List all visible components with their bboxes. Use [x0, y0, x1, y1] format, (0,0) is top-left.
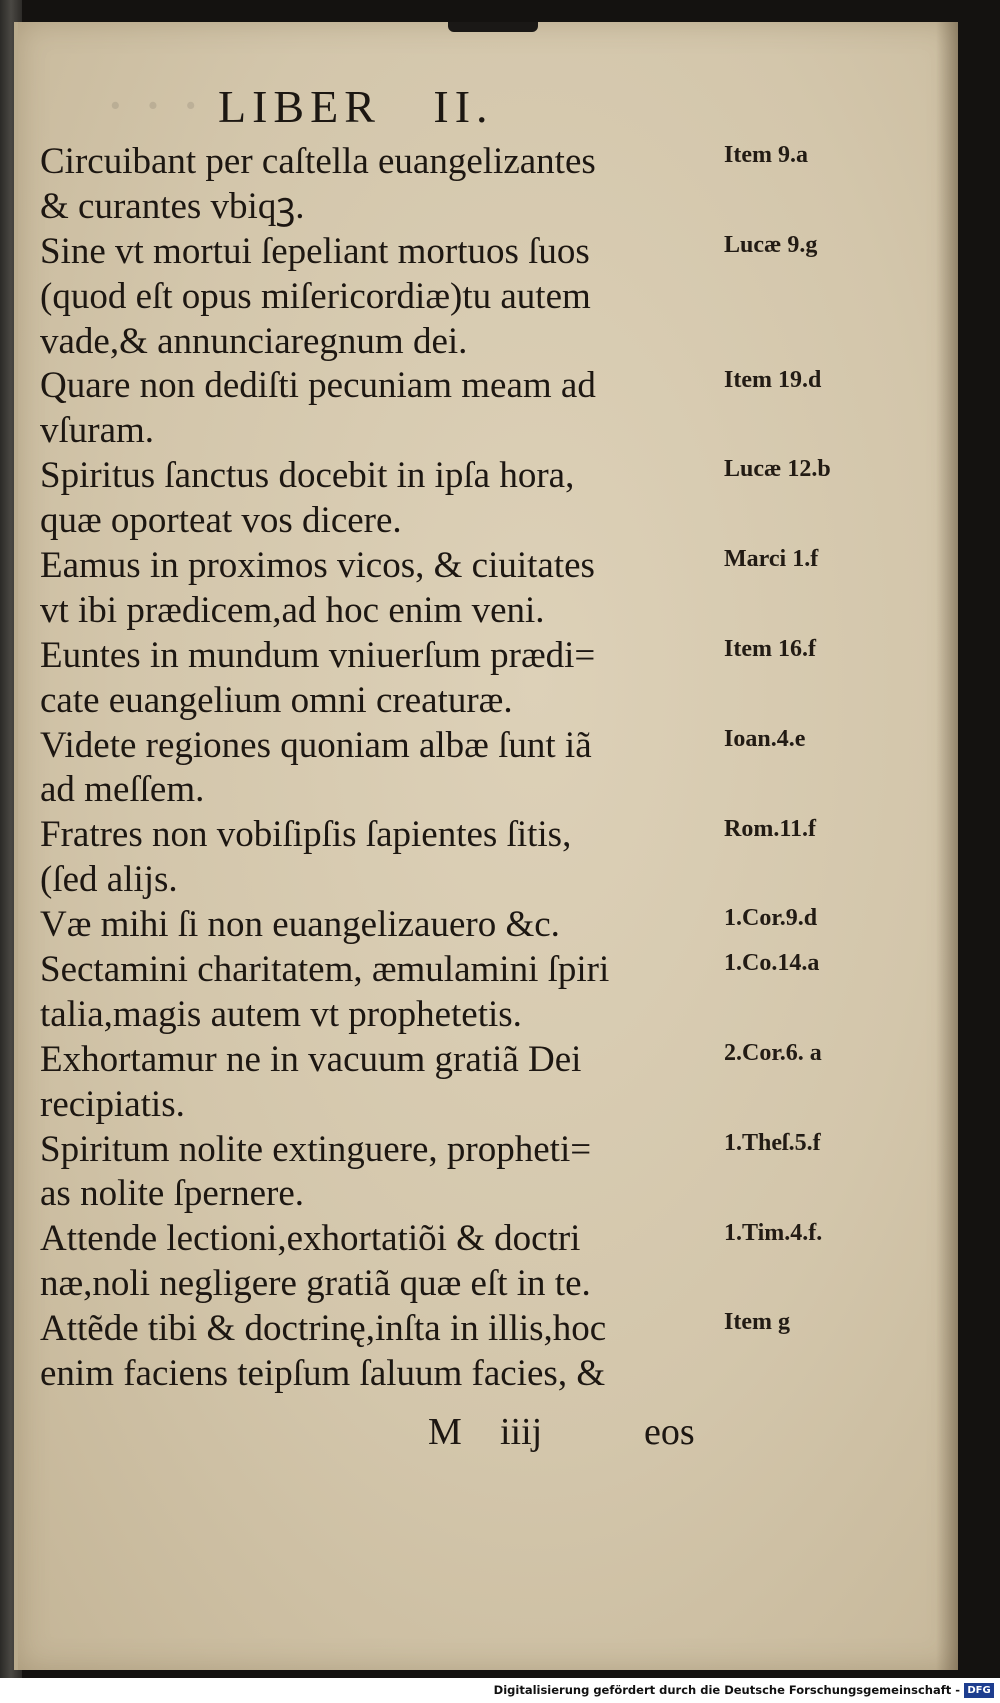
page-edge-shadow [936, 22, 958, 1670]
text-line: vt ibi prædicem,ad hoc enim veni. [40, 589, 545, 631]
text-line: (quod eſt opus miſericordiæ)tu autem [40, 275, 591, 317]
text-line: Spiritus ſanctus docebit in ipſa hora, [40, 455, 575, 497]
marginal-note: 1.Co.14.a [724, 950, 820, 977]
digitization-credit: Digitalisierung gefördert durch die Deutsche Forschungsgemeinschaft - [493, 1683, 960, 1697]
text-line: Quare non dediſti pecuniam meam ad [40, 365, 596, 407]
text-line: vſuram. [40, 410, 155, 452]
text-line: Fratres non vobiſipſis ſapientes ſitis, [40, 814, 572, 856]
text-line: Sectamini charitatem, æmulamini ſpiri [40, 949, 610, 991]
text-line: Sine vt mortui ſepeliant mortuos ſuos [40, 230, 590, 272]
signature-mark: M [428, 1411, 462, 1453]
bleed-through-show-through: · · · [108, 81, 205, 130]
main-text-block [40, 140, 720, 1397]
text-line: Attende lectioni,exhortatiõi & doctri [40, 1218, 581, 1260]
text-line: ad meſſem. [40, 769, 205, 811]
marginal-note: Ioan.4.e [724, 725, 806, 752]
signature-number: iiij [500, 1411, 543, 1453]
text-line: Exhortamur ne in vacuum gratiã Dei [40, 1038, 582, 1080]
catchword: eos [644, 1411, 695, 1453]
running-head: LIBER II. [218, 81, 494, 132]
text-line: Væ mihi ſi non euangelizauero &c. [40, 904, 560, 946]
text-line: Videte regiones quoniam albæ ſunt iã [40, 724, 592, 766]
text-line: cate euangelium omni creaturæ. [40, 679, 513, 721]
digitization-bar [0, 1678, 1000, 1703]
marginal-note: 1.Cor.9.d [724, 905, 818, 932]
marginal-note: 1.Theſ.5.f [724, 1129, 821, 1156]
text-line: as nolite ſpernere. [40, 1173, 305, 1215]
text-line: talia,magis autem vt prophetetis. [40, 993, 522, 1035]
page-footer [18, 1410, 738, 1460]
text-line: vade,& annunciaregnum dei. [40, 320, 468, 362]
marginal-note: Lucæ 12.b [724, 456, 831, 483]
text-line: næ,noli negligere gratiã quæ eſt in te. [40, 1263, 591, 1305]
text-line: quæ oporteat vos dicere. [40, 500, 402, 542]
text-line: (ſed alijs. [40, 859, 178, 901]
marginal-note: 2.Cor.6. a [724, 1040, 822, 1066]
text-line: Eamus in proximos vicos, & ciuitates [40, 545, 595, 587]
text-line: Euntes in mundum vniuerſum prædi= [40, 634, 596, 676]
text-line: Attẽde tibi & doctrinę,inſta in illis,hoc [40, 1308, 607, 1350]
marginal-note: Lucæ 9.g [724, 231, 818, 258]
marginal-note: Marci 1.f [724, 546, 819, 573]
marginal-note: Item 19.d [724, 366, 822, 393]
marginal-note: 1.Tim.4.f. [724, 1219, 823, 1246]
book-page [14, 22, 958, 1670]
dfg-logo: DFG [964, 1683, 994, 1698]
marginal-note: Item 16.f [724, 635, 816, 662]
text-line: Circuibant per caſtella euangelizantes [40, 141, 596, 182]
text-line: enim faciens teipſum ſaluum facies, & [40, 1353, 606, 1395]
marginal-note: Item g [724, 1309, 790, 1336]
marginal-note: Rom.11.f [724, 815, 816, 842]
text-line: & curantes vbiqꝫ. [40, 185, 305, 227]
text-line: recipiatis. [40, 1083, 185, 1125]
text-line: Spiritum nolite extinguere, propheti= [40, 1128, 592, 1170]
marginal-note: Item 9.a [724, 142, 808, 168]
page-top-damage [448, 22, 538, 32]
